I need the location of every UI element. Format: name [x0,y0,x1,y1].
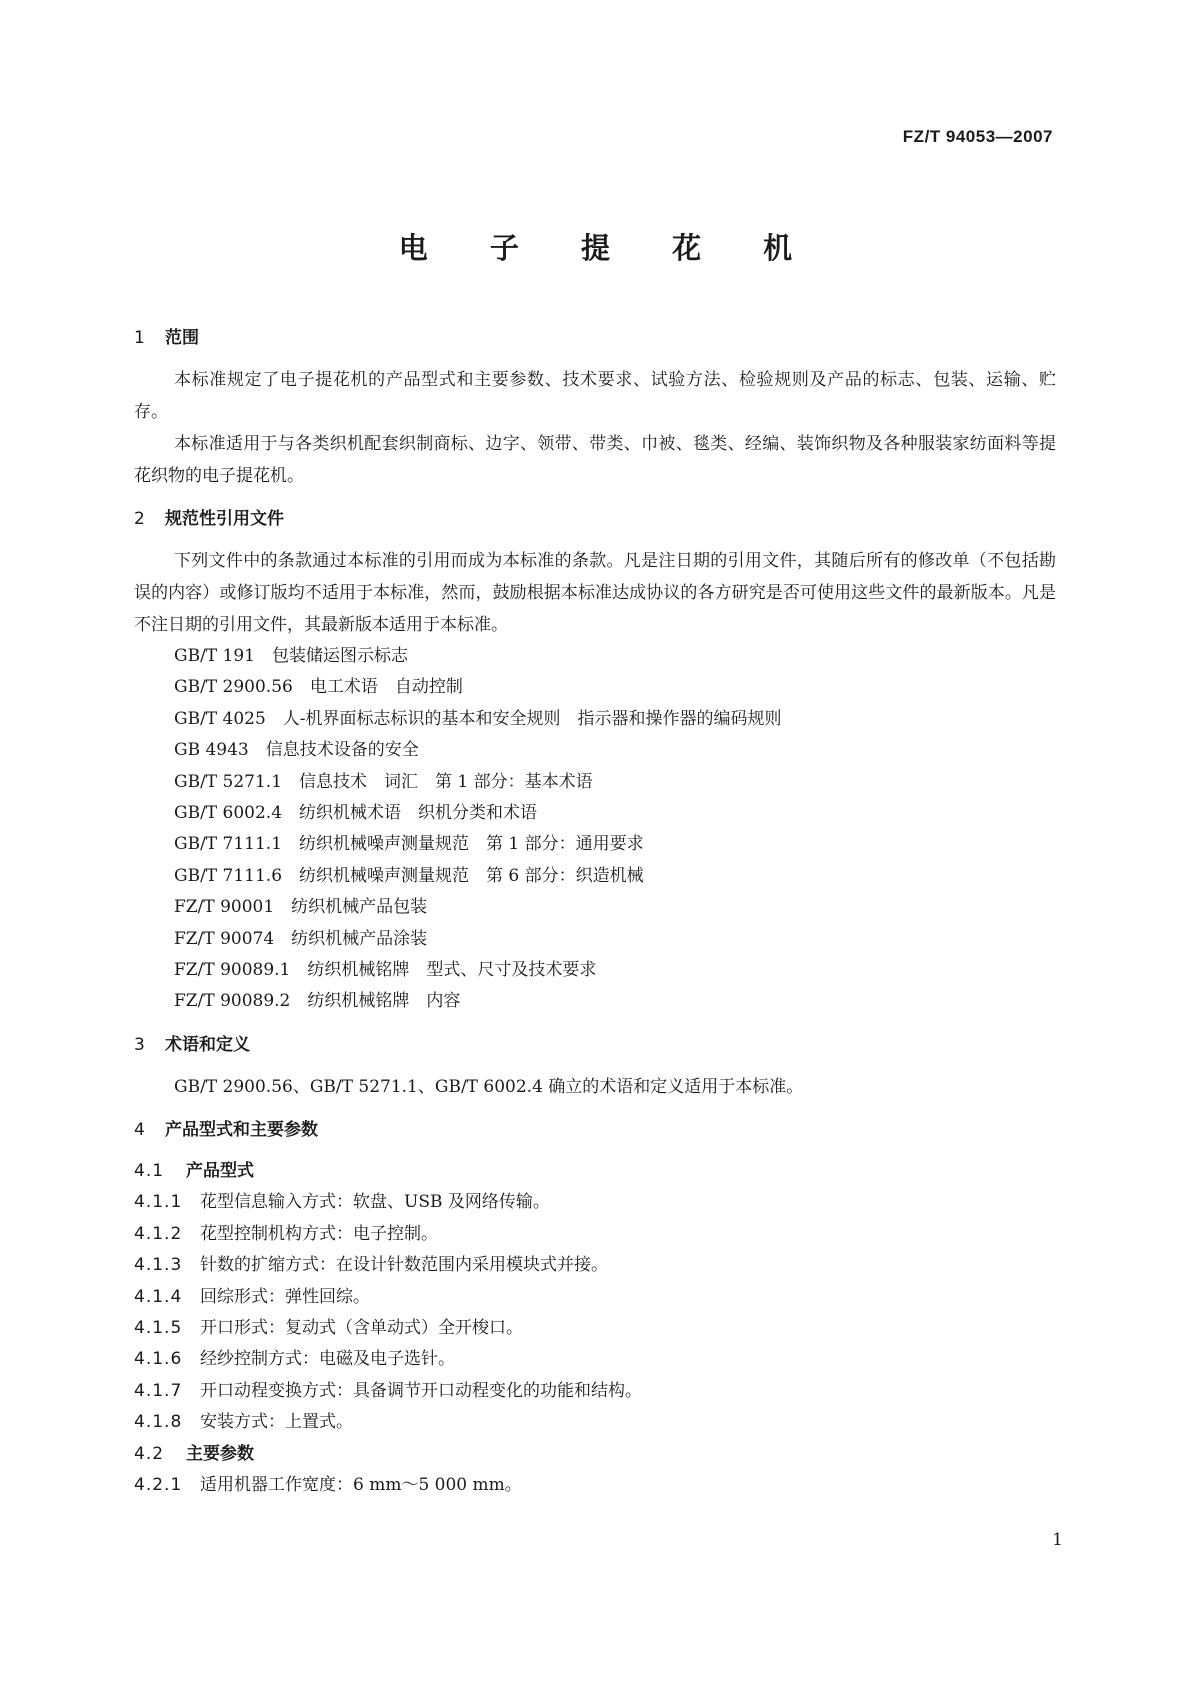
clause-item [134,1250,1056,1281]
section-heading [134,1115,1056,1146]
subsection-number: 4.1 [134,1160,165,1181]
paragraph: GB/T 2900.56、GB/T 5271.1、GB/T 6002.4 确立的术语和定义适用于本标准。 [174,1076,804,1097]
section-heading [134,323,1056,354]
clause-text: 花型信息输入方式：软盘、USB 及网络传输。 [200,1192,550,1213]
reference-item: GB/T 5271.1 信息技术 词汇 第 1 部分：基本术语 [174,771,593,792]
section-heading [134,1030,1056,1061]
clause-text: 回综形式：弹性回综。 [200,1286,370,1307]
clause-text: 适用机器工作宽度：6 mm～5 000 mm。 [200,1474,522,1495]
clause-item [134,1219,1056,1250]
section-heading [134,504,1056,535]
clause-text: 开口动程变换方式：具备调节开口动程变化的功能和结构。 [200,1380,642,1401]
clause-item [134,1407,1056,1438]
section-number: 4 [134,1119,145,1140]
reference-item: FZ/T 90089.1 纺织机械铭牌 型式、尺寸及技术要求 [174,960,597,981]
reference-list [134,641,1056,1018]
reference-item: FZ/T 90001 纺织机械产品包装 [174,897,428,918]
section-number: 1 [134,328,145,348]
reference-item: GB/T 7111.6 纺织机械噪声测量规范 第 6 部分：织造机械 [174,865,644,886]
reference-item: GB/T 2900.56 电工术语 自动控制 [174,677,463,698]
clause-item [134,1470,1056,1501]
clause-number: 4.1.2 [134,1223,183,1244]
clause-number: 4.1.5 [134,1317,183,1338]
reference-item: FZ/T 90089.2 纺织机械铭牌 内容 [174,991,461,1012]
clause-number: 4.1.4 [134,1286,183,1307]
section-title: 术语和定义 [165,1034,250,1055]
clause-text: 针数的扩缩方式：在设计针数范围内采用模块式并接。 [200,1255,608,1276]
subsection-number: 4.2 [134,1443,165,1464]
reference-item: GB/T 4025 人-机界面标志标识的基本和安全规则 指示器和操作器的编码规则 [174,708,782,729]
paragraph: 下列文件中的条款通过本标准的引用而成为本标准的条款。凡是注日期的引用文件，其随后所有的修改单（不包括勘误的内容）或修订版均不适用于本标准，然而，鼓励根据本标准达成协议的各方研究是否可使用这些文件的最新版本。凡是不注日期的引用文件，其最新版本适用于本标准。 [134,551,1056,635]
page-number: 1 [1052,1530,1063,1550]
document-body [134,323,1056,1501]
clause-number: 4.1.8 [134,1412,183,1433]
document-title: 电 子 提 花 机 [398,231,819,265]
clause-item [134,1187,1056,1218]
clause-text: 经纱控制方式：电磁及电子选针。 [200,1349,455,1370]
clause-item [134,1282,1056,1313]
subsection-heading [134,1156,1056,1187]
reference-item: GB/T 7111.1 纺织机械噪声测量规范 第 1 部分：通用要求 [174,834,644,855]
section-title: 规范性引用文件 [165,509,284,529]
reference-item: FZ/T 90074 纺织机械产品涂装 [174,928,428,949]
clause-number: 4.1.3 [134,1255,183,1276]
standard-code: FZ/T 94053—2007 [902,127,1053,146]
clause-text: 花型控制机构方式：电子控制。 [200,1223,438,1244]
clause-number: 4.1.6 [134,1349,183,1370]
clause-item [134,1344,1056,1375]
subsection-heading [134,1439,1056,1470]
subsection-title: 主要参数 [186,1443,254,1464]
reference-item: GB 4943 信息技术设备的安全 [174,740,419,761]
reference-item: GB/T 191 包装储运图示标志 [174,646,408,666]
section-number: 3 [134,1034,145,1055]
clause-item [134,1313,1056,1344]
clause-number: 4.1.1 [134,1192,183,1213]
section-title: 产品型式和主要参数 [165,1119,318,1140]
section-title: 范围 [165,328,199,348]
section-number: 2 [134,509,145,529]
paragraph: 本标准规定了电子提花机的产品型式和主要参数、技术要求、试验方法、检验规则及产品的标志、包装、运输、贮存。 [134,370,1056,422]
clause-text: 开口形式：复动式（含单动式）全开梭口。 [200,1317,523,1338]
subsection-title: 产品型式 [186,1160,254,1181]
clause-number: 4.2.1 [134,1474,183,1495]
reference-item: GB/T 6002.4 纺织机械术语 织机分类和术语 [174,803,538,824]
clause-item [134,1376,1056,1407]
paragraph: 本标准适用于与各类织机配套织制商标、边字、领带、带类、巾被、毯类、经编、装饰织物及各种服装家纺面料等提花织物的电子提花机。 [134,434,1056,486]
clause-text: 安装方式：上置式。 [200,1412,353,1433]
clause-number: 4.1.7 [134,1380,183,1401]
